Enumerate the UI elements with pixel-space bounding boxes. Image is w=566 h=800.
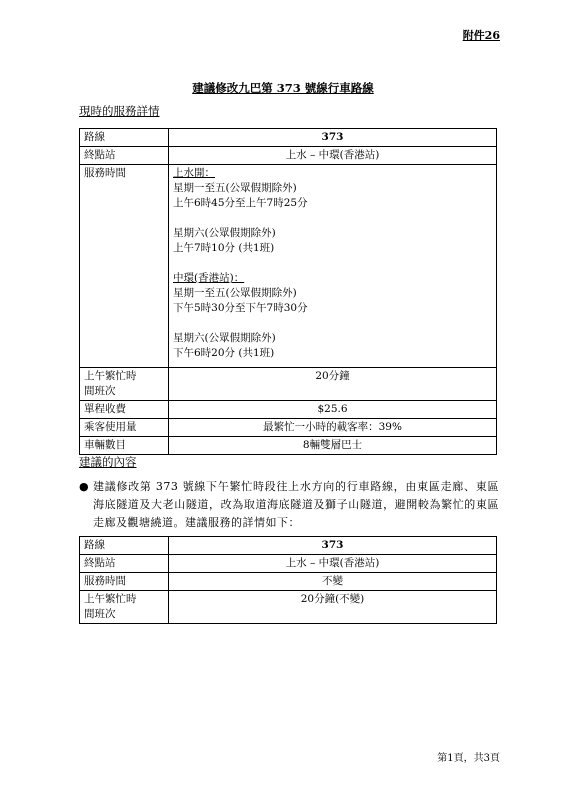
proposed-service-table bbox=[79, 536, 497, 624]
hours-line: 上午6時45分至上午7時25分 bbox=[173, 197, 308, 209]
table-row bbox=[80, 401, 497, 419]
hours-line: 星期六(公眾假期除外) bbox=[173, 332, 276, 344]
headway-label-line: 上午繁忙時 bbox=[84, 370, 137, 382]
page-footer: 第1頁，共3頁 bbox=[437, 753, 500, 764]
usage-value: 最繁忙一小時的載客率：39% bbox=[169, 419, 497, 437]
hours-value bbox=[169, 165, 497, 368]
table-row bbox=[80, 437, 497, 455]
table-row bbox=[80, 419, 497, 437]
hours-line: 星期一至五(公眾假期除外) bbox=[173, 182, 297, 194]
termini-label: 終點站 bbox=[80, 147, 169, 165]
table-row bbox=[80, 368, 497, 401]
route-value: 373 bbox=[169, 129, 497, 147]
annex-label: 附件26 bbox=[462, 29, 500, 42]
bullet-icon: ● bbox=[79, 480, 89, 493]
table-row bbox=[80, 147, 497, 165]
table-row bbox=[80, 573, 497, 591]
hours-line: 星期六(公眾假期除外) bbox=[173, 227, 276, 239]
table-row bbox=[80, 591, 497, 624]
current-service-heading: 現時的服務詳情 bbox=[79, 104, 160, 118]
route-label: 路線 bbox=[80, 129, 169, 147]
headway-label-line: 間班次 bbox=[84, 608, 116, 620]
headway-value: 20分鐘(不變) bbox=[169, 591, 497, 624]
document-title: 建議修改九巴第 373 號線行車路線 bbox=[192, 81, 374, 95]
table-row bbox=[80, 165, 497, 368]
table-row bbox=[80, 129, 497, 147]
headway-label bbox=[80, 368, 169, 401]
table-row bbox=[80, 555, 497, 573]
termini-label: 終點站 bbox=[80, 555, 169, 573]
central-departure: 中環(香港站)： bbox=[173, 272, 245, 284]
hours-value: 不變 bbox=[169, 573, 497, 591]
current-service-table bbox=[79, 128, 497, 455]
hours-label: 服務時間 bbox=[80, 165, 169, 368]
headway-label-line: 間班次 bbox=[84, 385, 116, 397]
fleet-value: 8輛雙層巴士 bbox=[169, 437, 497, 455]
termini-value: 上水 – 中環(香港站) bbox=[169, 147, 497, 165]
headway-label-line: 上午繁忙時 bbox=[84, 593, 137, 605]
proposal-heading: 建議的內容 bbox=[79, 455, 137, 469]
termini-value: 上水 – 中環(香港站) bbox=[169, 555, 497, 573]
route-label: 路線 bbox=[80, 537, 169, 555]
hours-line: 上午7時10分 (共1班) bbox=[173, 242, 275, 254]
headway-value: 20分鐘 bbox=[169, 368, 497, 401]
headway-label bbox=[80, 591, 169, 624]
hours-label: 服務時間 bbox=[80, 573, 169, 591]
fleet-label: 車輛數目 bbox=[80, 437, 169, 455]
hours-line: 下午5時30分至下午7時30分 bbox=[173, 302, 308, 314]
fare-label: 單程收費 bbox=[80, 401, 169, 419]
hours-line: 星期一至五(公眾假期除外) bbox=[173, 287, 297, 299]
usage-label: 乘客使用量 bbox=[80, 419, 169, 437]
proposal-text: 建議修改第 373 號線下午繁忙時段往上水方向的行車路線，由東區走廊、東區海底隧道及大老山隧道，改為取道海底隧道及獅子山隧道，避開較為繁忙的東區走廊及觀塘繞道。建議服務的詳情如下： bbox=[93, 480, 499, 529]
table-row bbox=[80, 537, 497, 555]
route-value: 373 bbox=[169, 537, 497, 555]
proposal-paragraph bbox=[79, 478, 499, 532]
sheung-shui-departure: 上水開： bbox=[173, 167, 215, 179]
hours-line: 下午6時20分 (共1班) bbox=[173, 347, 275, 359]
fare-value: $25.6 bbox=[169, 401, 497, 419]
